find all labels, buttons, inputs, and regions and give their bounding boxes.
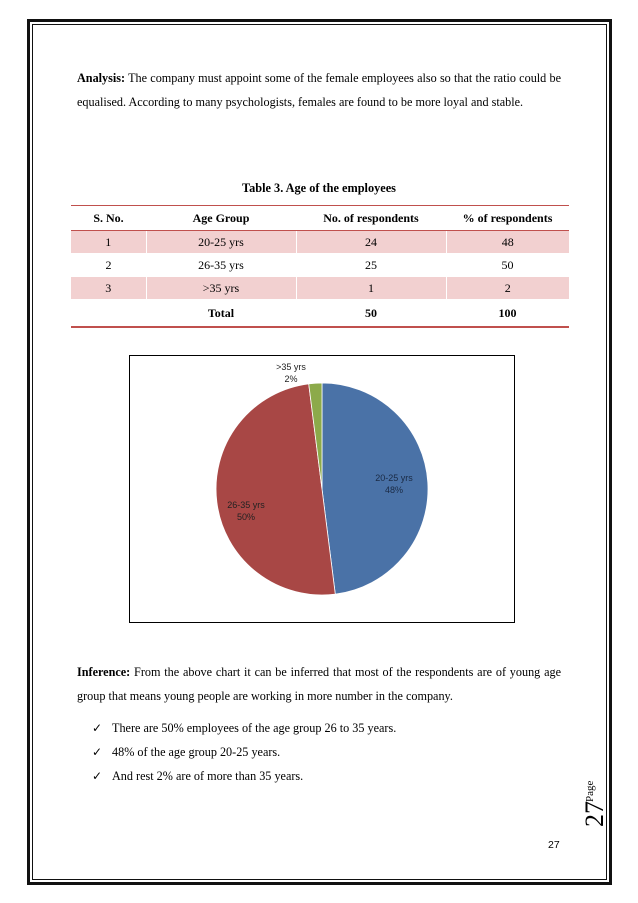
checkmark-icon: ✓ [92, 769, 103, 783]
analysis-paragraph [77, 67, 561, 114]
analysis-text: The company must appoint some of the female employees also so that the ratio could be equalised. According to many psychologists, females are found to be more loyal and stable. [77, 71, 561, 109]
cell-percent: 2 [446, 277, 569, 300]
page-word: Page [584, 780, 596, 802]
header-sno: S. No. [71, 206, 146, 231]
cell-total-percent: 100 [446, 300, 569, 328]
cell-total-label: Total [146, 300, 296, 328]
slice-percent-label: 50% [236, 512, 256, 522]
cell-total-blank [71, 300, 146, 328]
bullet-text: And rest 2% are of more than 35 years. [112, 769, 304, 783]
page-number-vertical [580, 770, 620, 830]
cell-age-group: 20-25 yrs [146, 231, 296, 254]
slice-percent-label: 48% [384, 485, 404, 495]
age-table [71, 205, 569, 328]
list-item [92, 740, 396, 764]
cell-total-respondents: 50 [296, 300, 446, 328]
table-row [71, 254, 569, 277]
table-caption: Table 3. Age of the employees [242, 181, 396, 195]
cell-percent: 50 [501, 257, 514, 272]
inference-text: From the above chart it can be inferred that most of the respondents are of young age group that means young people are working in more number in the company. [77, 665, 561, 703]
cell-sno: 1 [71, 231, 146, 254]
pie-slice [322, 383, 428, 594]
bullet-text: 48% of the age group 20-25 years. [112, 745, 281, 759]
header-respondents: No. of respondents [296, 206, 446, 231]
pie-chart [129, 355, 515, 623]
table-header-row [71, 206, 569, 231]
bullet-text: There are 50% employees of the age group 26 to 35 years. [112, 721, 397, 735]
analysis-label: Analysis: [77, 71, 126, 85]
table-row [71, 231, 569, 254]
footer-page-number: 27 [548, 839, 560, 851]
checkmark-icon: ✓ [92, 745, 103, 759]
cell-percent: 48 [446, 231, 569, 254]
cell-respondents: 1 [296, 277, 446, 300]
slice-percent-label: 2% [284, 374, 298, 384]
header-percent: % of respondents [446, 206, 569, 231]
table-total-row [71, 300, 569, 328]
bullet-list [92, 716, 396, 788]
checkmark-icon: ✓ [92, 721, 103, 735]
inference-paragraph [77, 661, 561, 708]
slice-category-label: 26-35 yrs [227, 500, 265, 510]
header-age-group: Age Group [146, 206, 296, 231]
slice-category-label: >35 yrs [276, 362, 306, 372]
cell-respondents: 25 [365, 257, 377, 272]
cell-respondents: 24 [296, 231, 446, 254]
cell-sno: 3 [71, 277, 146, 300]
cell-age-group: >35 yrs [146, 277, 296, 300]
inference-label: Inference: [77, 665, 131, 679]
list-item [92, 764, 396, 788]
table-row [71, 277, 569, 300]
cell-sno: 2 [105, 257, 112, 272]
slice-category-label: 20-25 yrs [375, 473, 413, 483]
pie-chart-svg [130, 356, 514, 622]
list-item [92, 716, 396, 740]
page-number-large: 27 [580, 801, 609, 827]
cell-age-group: 26-35 yrs [198, 257, 244, 272]
